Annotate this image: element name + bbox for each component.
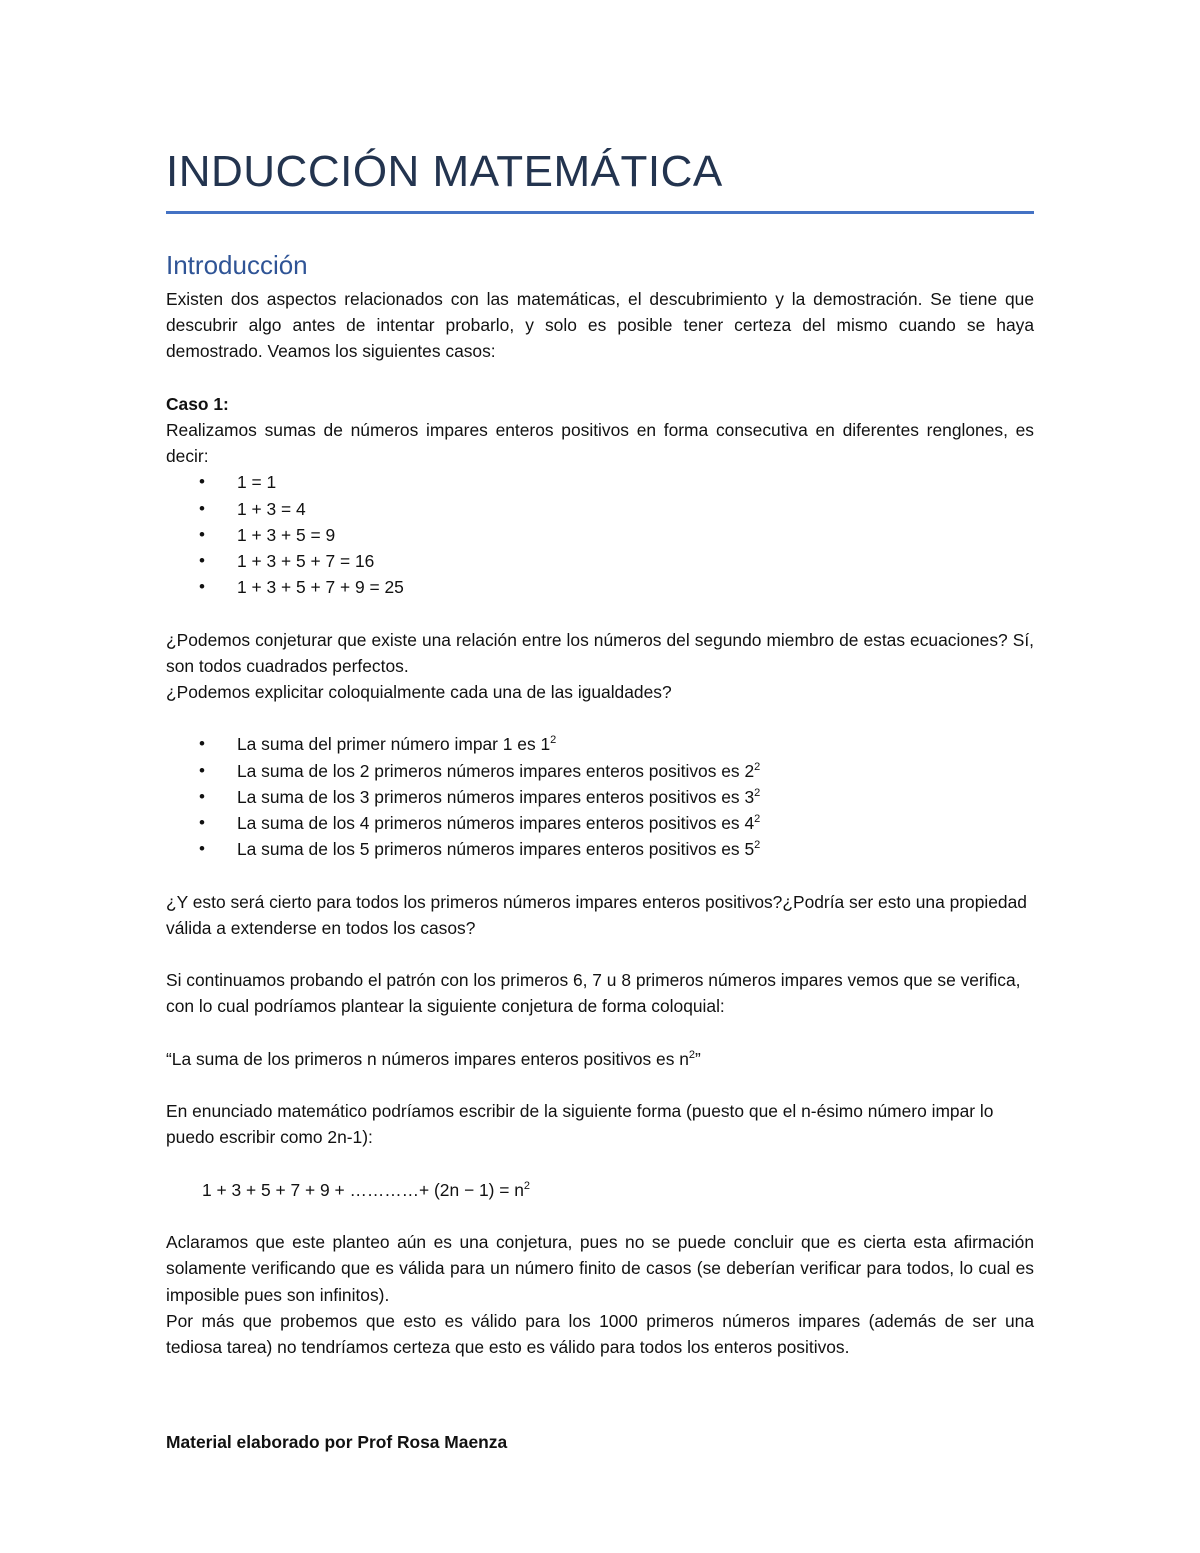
document-title: INDUCCIÓN MATEMÁTICA bbox=[166, 147, 723, 196]
bullet-icon: • bbox=[199, 734, 205, 754]
bullet-icon: • bbox=[199, 760, 205, 780]
question-paragraph: ¿Podemos conjeturar que existe una relación entre los números del segundo miembro de estas ecuaciones? Sí, son todos cuadrados perfectos. bbox=[166, 629, 1034, 676]
list-item: • 1 + 3 + 5 + 7 = 16 bbox=[166, 548, 1034, 574]
list-item: • 1 + 3 + 5 + 7 + 9 = 25 bbox=[166, 574, 1034, 600]
bullet-icon: • bbox=[199, 577, 205, 597]
list-item: • La suma del primer número impar 1 es $1^2$ bbox=[166, 731, 1034, 757]
list-item: • La suma de los 5 primeros números impares enteros positivos es $5^2$ bbox=[166, 836, 1034, 862]
bullet-icon: • bbox=[199, 551, 205, 571]
bullet-icon: • bbox=[199, 472, 205, 492]
statements-list bbox=[166, 731, 1034, 862]
case-text: Realizamos sumas de números impares enteros positivos en forma consecutiva en diferentes renglones, es decir: bbox=[166, 420, 1034, 467]
bullet-icon: • bbox=[199, 498, 205, 518]
intro-paragraph: Existen dos aspectos relacionados con las matemáticas, el descubrimiento y la demostración. Se tiene que descubrir algo antes de intentar probarlo, y solo es posible tener certeza del mismo cuando se haya demostrado. Veamos los siguientes casos: bbox=[166, 289, 1034, 362]
bullet-icon: • bbox=[199, 813, 205, 833]
continue-paragraph: Si continuamos probando el patrón con los primeros 6, 7 u 8 primeros números impares vemos que se verifica, con lo cual podríamos plantear la siguiente conjetura de forma coloquial: bbox=[166, 970, 1021, 1017]
title-underline bbox=[166, 211, 1034, 214]
section-heading: Introducción bbox=[166, 250, 308, 280]
bullet-icon: • bbox=[199, 839, 205, 859]
bullet-icon: • bbox=[199, 524, 205, 544]
list-item: • La suma de los 2 primeros números impares enteros positivos es $2^2$ bbox=[166, 758, 1034, 784]
formula: 1 + 3 + 5 + 7 + 9 + …………+ $(2n - 1) = n^2$ bbox=[202, 1179, 531, 1200]
clarify-paragraph: Aclaramos que este planteo aún es una conjetura, pues no se puede concluir que es cierta esta afirmación solamente verificando que es válida para un número finito de casos (se deberían verificar para todos, lo cual es imposible pues son infinitos). bbox=[166, 1232, 1034, 1305]
question-paragraph: ¿Podemos explicitar coloquialmente cada una de las igualdades? bbox=[166, 682, 672, 703]
final-paragraph: Por más que probemos que esto es válido para los 1000 primeros números impares (además de ser una tediosa tarea) no tendríamos certeza que esto es válido para todos los enteros positivos. bbox=[166, 1310, 1034, 1357]
bullet-icon: • bbox=[199, 786, 205, 806]
list-item: • 1 + 3 + 5 = 9 bbox=[166, 522, 1034, 548]
list-item: • La suma de los 4 primeros números impares enteros positivos es $4^2$ bbox=[166, 810, 1034, 836]
list-item: • La suma de los 3 primeros números impares enteros positivos es $3^2$ bbox=[166, 784, 1034, 810]
question-paragraph: ¿Y esto será cierto para todos los primeros números impares enteros positivos?¿Podría ser esto una propiedad válida a extenderse en todos los casos? bbox=[166, 891, 1027, 938]
list-item: • 1 = 1 bbox=[166, 469, 1034, 495]
case-label: Caso 1: bbox=[166, 393, 229, 414]
conjecture-paragraph: “La suma de los primeros n números impares enteros positivos es $n^2$” bbox=[166, 1048, 701, 1069]
sums-list bbox=[166, 469, 1034, 600]
statement-paragraph: En enunciado matemático podríamos escribir de la siguiente forma (puesto que el n-ésimo número impar lo puedo escribir como 2n-1): bbox=[166, 1101, 994, 1148]
list-item: • 1 + 3 = 4 bbox=[166, 496, 1034, 522]
footer-author: Material elaborado por Prof Rosa Maenza bbox=[166, 1432, 508, 1452]
